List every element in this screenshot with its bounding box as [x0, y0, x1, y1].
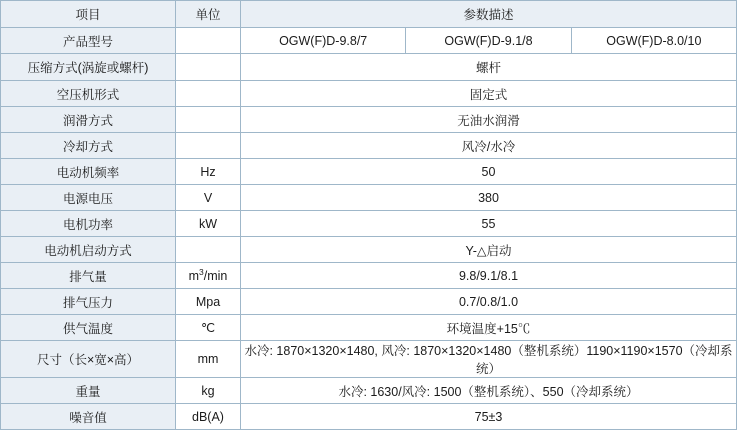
row-label: 电动机频率: [1, 159, 176, 185]
row-unit: kW: [176, 211, 241, 237]
table-row: [1, 289, 737, 315]
row-value: 9.8/9.1/8.1: [241, 263, 737, 289]
column-header-unit: 单位: [176, 1, 241, 28]
row-value: 风冷/水冷: [241, 133, 737, 159]
row-value: 螺杆: [241, 54, 737, 81]
row-label: 润滑方式: [1, 107, 176, 133]
row-value: Y-△启动: [241, 237, 737, 263]
table-row: [1, 159, 737, 185]
row-value: OGW(F)D-9.1/8: [406, 28, 571, 54]
row-unit: dB(A): [176, 404, 241, 430]
row-value: 环境温度+15℃: [241, 315, 737, 341]
row-label: 电机功率: [1, 211, 176, 237]
row-label: 尺寸（长×宽×高）: [1, 341, 176, 378]
row-unit: Mpa: [176, 289, 241, 315]
row-label: 排气压力: [1, 289, 176, 315]
row-unit: V: [176, 185, 241, 211]
table-row: [1, 263, 737, 289]
table-row: [1, 54, 737, 81]
table-row: [1, 404, 737, 430]
table-row: [1, 211, 737, 237]
row-label: 电动机启动方式: [1, 237, 176, 263]
table-row: [1, 378, 737, 404]
table-row: [1, 341, 737, 378]
table-row: [1, 107, 737, 133]
row-value: 水冷: 1630/风冷: 1500（整机系统）、550（冷却系统）: [241, 378, 737, 404]
table-row: [1, 237, 737, 263]
table-row: [1, 133, 737, 159]
row-unit: kg: [176, 378, 241, 404]
row-unit: ℃: [176, 315, 241, 341]
row-value: 水冷: 1870×1320×1480, 风冷: 1870×1320×1480（整机系统）1190×1190×1570（冷却系统）: [241, 341, 737, 378]
table-row: [1, 185, 737, 211]
row-value: 380: [241, 185, 737, 211]
row-value: 无油水润滑: [241, 107, 737, 133]
column-header-item: 项目: [1, 1, 176, 28]
row-label: 供气温度: [1, 315, 176, 341]
row-label: 重量: [1, 378, 176, 404]
table-row: [1, 81, 737, 107]
row-unit: [176, 237, 241, 263]
table-row: [1, 315, 737, 341]
table-row: [1, 28, 737, 54]
table-header-row: [1, 1, 737, 28]
row-value: OGW(F)D-8.0/10: [571, 28, 736, 54]
row-unit: [176, 133, 241, 159]
row-value: 55: [241, 211, 737, 237]
row-unit: mm: [176, 341, 241, 378]
row-unit: [176, 28, 241, 54]
row-value: 50: [241, 159, 737, 185]
row-label: 排气量: [1, 263, 176, 289]
row-unit: [176, 81, 241, 107]
row-value: 0.7/0.8/1.0: [241, 289, 737, 315]
row-value: 75±3: [241, 404, 737, 430]
row-unit: [176, 107, 241, 133]
row-unit: [176, 54, 241, 81]
row-unit: $m^3/\min$: [176, 263, 241, 289]
row-value: 固定式: [241, 81, 737, 107]
row-label: 冷却方式: [1, 133, 176, 159]
row-label: 压缩方式(涡旋或螺杆): [1, 54, 176, 81]
row-label: 电源电压: [1, 185, 176, 211]
column-header-description: 参数描述: [241, 1, 737, 28]
row-value: OGW(F)D-9.8/7: [241, 28, 406, 54]
row-unit: Hz: [176, 159, 241, 185]
row-label: 产品型号: [1, 28, 176, 54]
row-label: 空压机形式: [1, 81, 176, 107]
row-label: 噪音值: [1, 404, 176, 430]
